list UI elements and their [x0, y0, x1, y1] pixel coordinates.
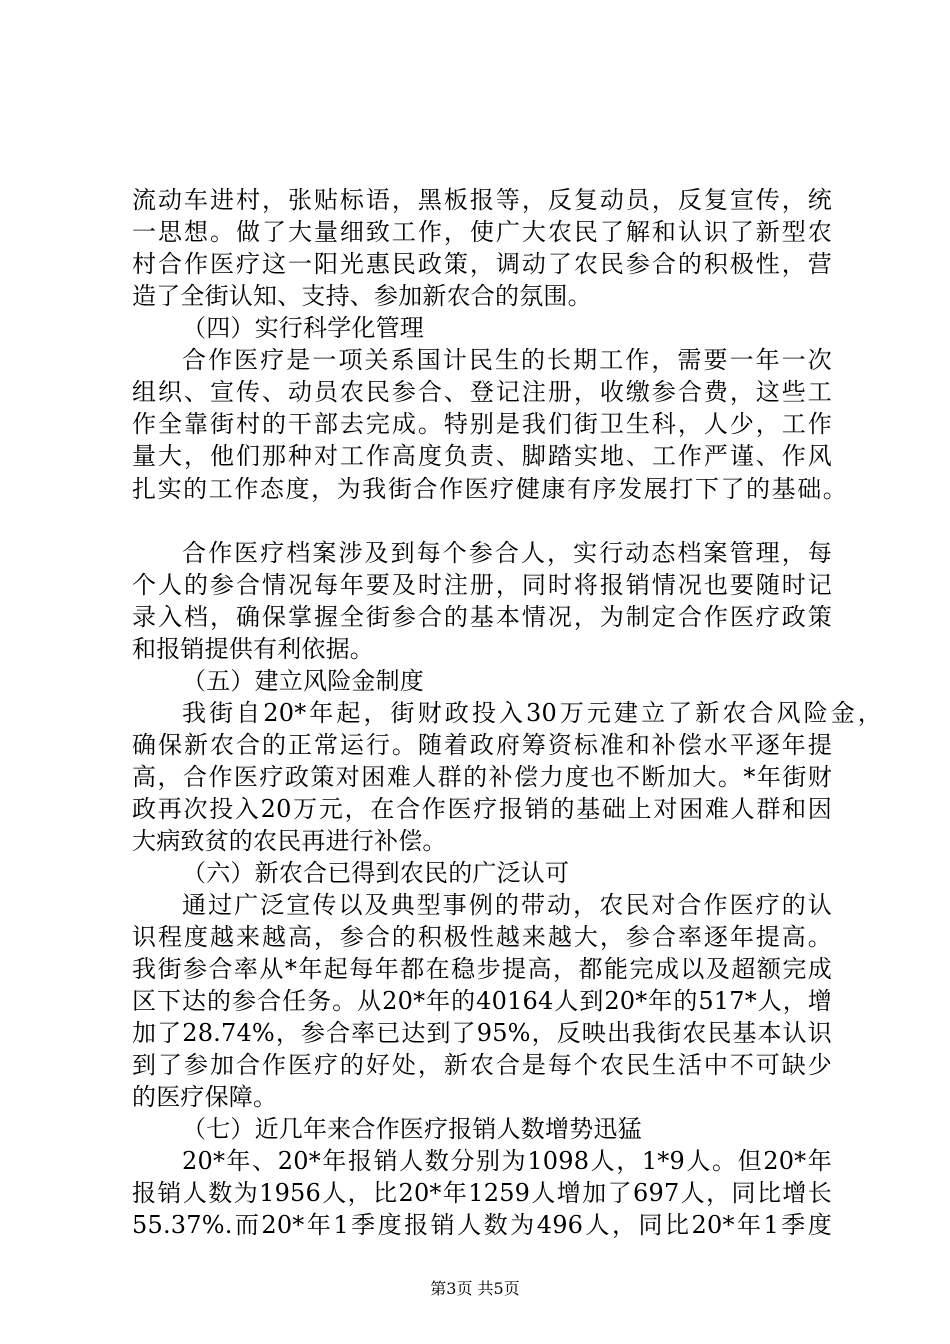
paragraph-line: 一思想。做了大量细致工作，使广大农民了解和认识了新型农	[132, 218, 832, 246]
paragraph-line: （四）实行科学化管理	[182, 314, 424, 342]
paragraph-line: 55.37%.而20*年1季度报销人数为496人，同比20*年1季度	[132, 1211, 832, 1239]
paragraph-line: 高，合作医疗政策对困难人群的补偿力度也不断加大。*年街财	[132, 763, 832, 791]
paragraph-line: 村合作医疗这一阳光惠民政策，调动了农民参合的积极性，营	[132, 250, 832, 278]
paragraph-line: 到了参加合作医疗的好处，新农合是每个农民生活中不可缺少	[132, 1051, 832, 1079]
paragraph-line: 确保新农合的正常运行。随着政府筹资标准和补偿水平逐年提	[132, 731, 832, 759]
paragraph-line: 组织、宣传、动员农民参合、登记注册，收缴参合费，这些工	[132, 378, 832, 406]
paragraph-line: 识程度越来越高，参合的积极性越来越大，参合率逐年提高。	[132, 923, 832, 951]
paragraph-line: （七）近几年来合作医疗报销人数增势迅猛	[182, 1115, 642, 1143]
paragraph-line: 20*年、20*年报销人数分别为1098人，1*9人。但20*年	[182, 1147, 832, 1175]
paragraph-line: 扎实的工作态度，为我街合作医疗健康有序发展打下了的基础。	[132, 475, 847, 503]
page-footer: 第3页 共5页	[430, 1279, 520, 1298]
paragraph-line: 我街参合率从*年起每年都在稳步提高，都能完成以及超额完成	[132, 955, 832, 983]
paragraph-line: 合作医疗是一项关系国计民生的长期工作，需要一年一次	[182, 346, 832, 374]
paragraph-line: 造了全街认知、支持、参加新农合的氛围。	[132, 282, 592, 310]
paragraph-line: 录入档，确保掌握全街参合的基本情况，为制定合作医疗政策	[132, 603, 832, 631]
paragraph-line: 报销人数为1956人，比20*年1259人增加了697人，同比增长	[132, 1179, 832, 1207]
paragraph-line: （六）新农合已得到农民的广泛认可	[182, 859, 570, 887]
paragraph-line: 和报销提供有利依据。	[132, 635, 374, 663]
paragraph-line: 区下达的参合任务。从20*年的40164人到20*年的517*人，增	[132, 987, 832, 1015]
paragraph-line: 加了28.74%，参合率已达到了95%，反映出我街农民基本认识	[132, 1019, 832, 1047]
paragraph-line: 作全靠街村的干部去完成。特别是我们街卫生科，人少，工作	[132, 410, 832, 438]
paragraph-line: 政再次投入20万元，在合作医疗报销的基础上对困难人群和因	[132, 795, 832, 823]
paragraph-line: 大病致贫的农民再进行补偿。	[132, 827, 447, 855]
paragraph-line: 的医疗保障。	[132, 1083, 278, 1111]
paragraph-line: 量大，他们那种对工作高度负责、脚踏实地、工作严谨、作风	[132, 442, 832, 470]
paragraph-line: 通过广泛宣传以及典型事例的带动，农民对合作医疗的认	[182, 891, 832, 919]
paragraph-line: 个人的参合情况每年要及时注册，同时将报销情况也要随时记	[132, 571, 832, 599]
paragraph-line: （五）建立风险金制度	[182, 667, 424, 695]
paragraph-line: 流动车进村，张贴标语，黑板报等，反复动员，反复宣传，统	[132, 186, 832, 214]
paragraph-line: 我街自20*年起，街财政投入30万元建立了新农合风险金，	[182, 699, 882, 727]
paragraph-line: 合作医疗档案涉及到每个参合人，实行动态档案管理，每	[182, 539, 832, 567]
